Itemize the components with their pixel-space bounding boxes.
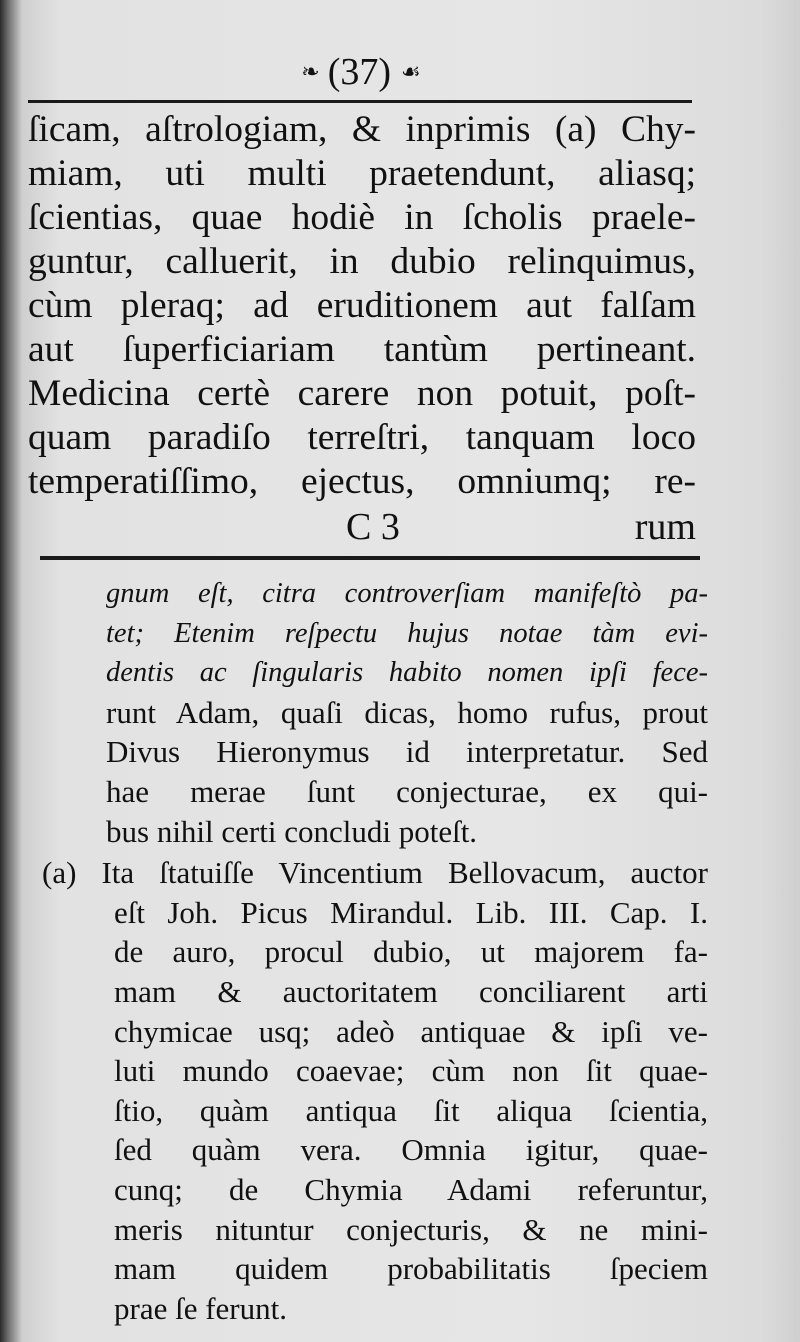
main-line: miam, uti multi praetendunt, aliasq; — [28, 153, 696, 194]
ornament-left-icon: ❧ — [301, 59, 318, 84]
footnote-rule — [40, 556, 700, 560]
footnote-line: bus nihil certi concludi poteſt. — [106, 813, 478, 849]
footnote-line: Divus Hieronymus id interpretatur. Sed — [106, 734, 708, 770]
footnote-line: mam quidem probabilitatis ſpeciem — [114, 1251, 708, 1287]
footnote-marker: (a) — [42, 855, 77, 891]
signature-line — [28, 505, 696, 553]
signature-mark: C 3 — [346, 506, 400, 548]
catchword: rum — [634, 506, 696, 548]
footnote-line: cunq; de Chymia Adami referuntur, — [114, 1171, 708, 1207]
footnote-line: luti mundo coaevae; cùm non ſit quae- — [114, 1053, 708, 1089]
main-line: aut ſuperficiariam tantùm pertineant. — [28, 329, 696, 370]
footnote-line: chymicae usq; adeò antiquae & ipſi ve- — [114, 1013, 708, 1049]
main-line: cùm pleraq; ad eruditionem aut falſam — [28, 285, 696, 326]
footnote-text: Ita ſtatuiſſe Vincentium Bellovacum, auctor — [101, 855, 709, 891]
footnote-line: gnum eſt, citra controverſiam manifeſtò pa- — [106, 578, 708, 609]
main-line: ſicam, aſtrologiam, & inprimis (a) Chy- — [28, 109, 696, 150]
main-line: Medicina certè carere non potuit, poſt- — [28, 373, 696, 414]
footnote-line: meris nituntur conjecturis, & ne mini- — [114, 1211, 708, 1247]
footnote-line: prae ſe ferunt. — [114, 1290, 287, 1326]
footnote-line: ſtio, quàm antiqua ſit aliqua ſcientia, — [114, 1092, 708, 1128]
main-line: ſcientias, quae hodiè in ſcholis praele- — [28, 197, 696, 238]
footnote-line: runt Adam, quaſi dicas, homo rufus, prout — [106, 694, 708, 730]
page-number: (37) — [327, 51, 391, 93]
footnote-line: tet; Etenim reſpectu hujus notae tàm evi- — [106, 617, 708, 649]
main-line: quam paradiſo terreſtri, tanquam loco — [28, 417, 696, 458]
footnote-continuation — [38, 574, 708, 851]
page-header — [250, 52, 470, 92]
footnote-a — [38, 853, 708, 1328]
footnote-line: eſt Joh. Picus Mirandul. Lib. III. Cap. I. — [114, 894, 708, 930]
footnote-line: dentis ac ſingularis habito nomen ipſi fece- — [106, 657, 708, 689]
ornament-right-icon: ☙ — [401, 59, 419, 84]
main-line: temperatiſſimo, ejectus, omniumq; re- — [28, 461, 696, 502]
footnote-line: mam & auctoritatem conciliarent arti — [114, 973, 708, 1009]
main-line: guntur, calluerit, in dubio relinquimus, — [28, 241, 696, 282]
footnote-line: hae merae ſunt conjecturae, ex qui- — [106, 773, 708, 809]
footnote-line: ſed quàm vera. Omnia igitur, quae- — [114, 1132, 708, 1168]
footnotes — [38, 574, 708, 1328]
header-rule — [28, 100, 692, 103]
main-text — [28, 108, 696, 504]
footnote-line: de auro, procul dubio, ut majorem fa- — [114, 934, 708, 970]
footnote-line — [38, 853, 708, 893]
